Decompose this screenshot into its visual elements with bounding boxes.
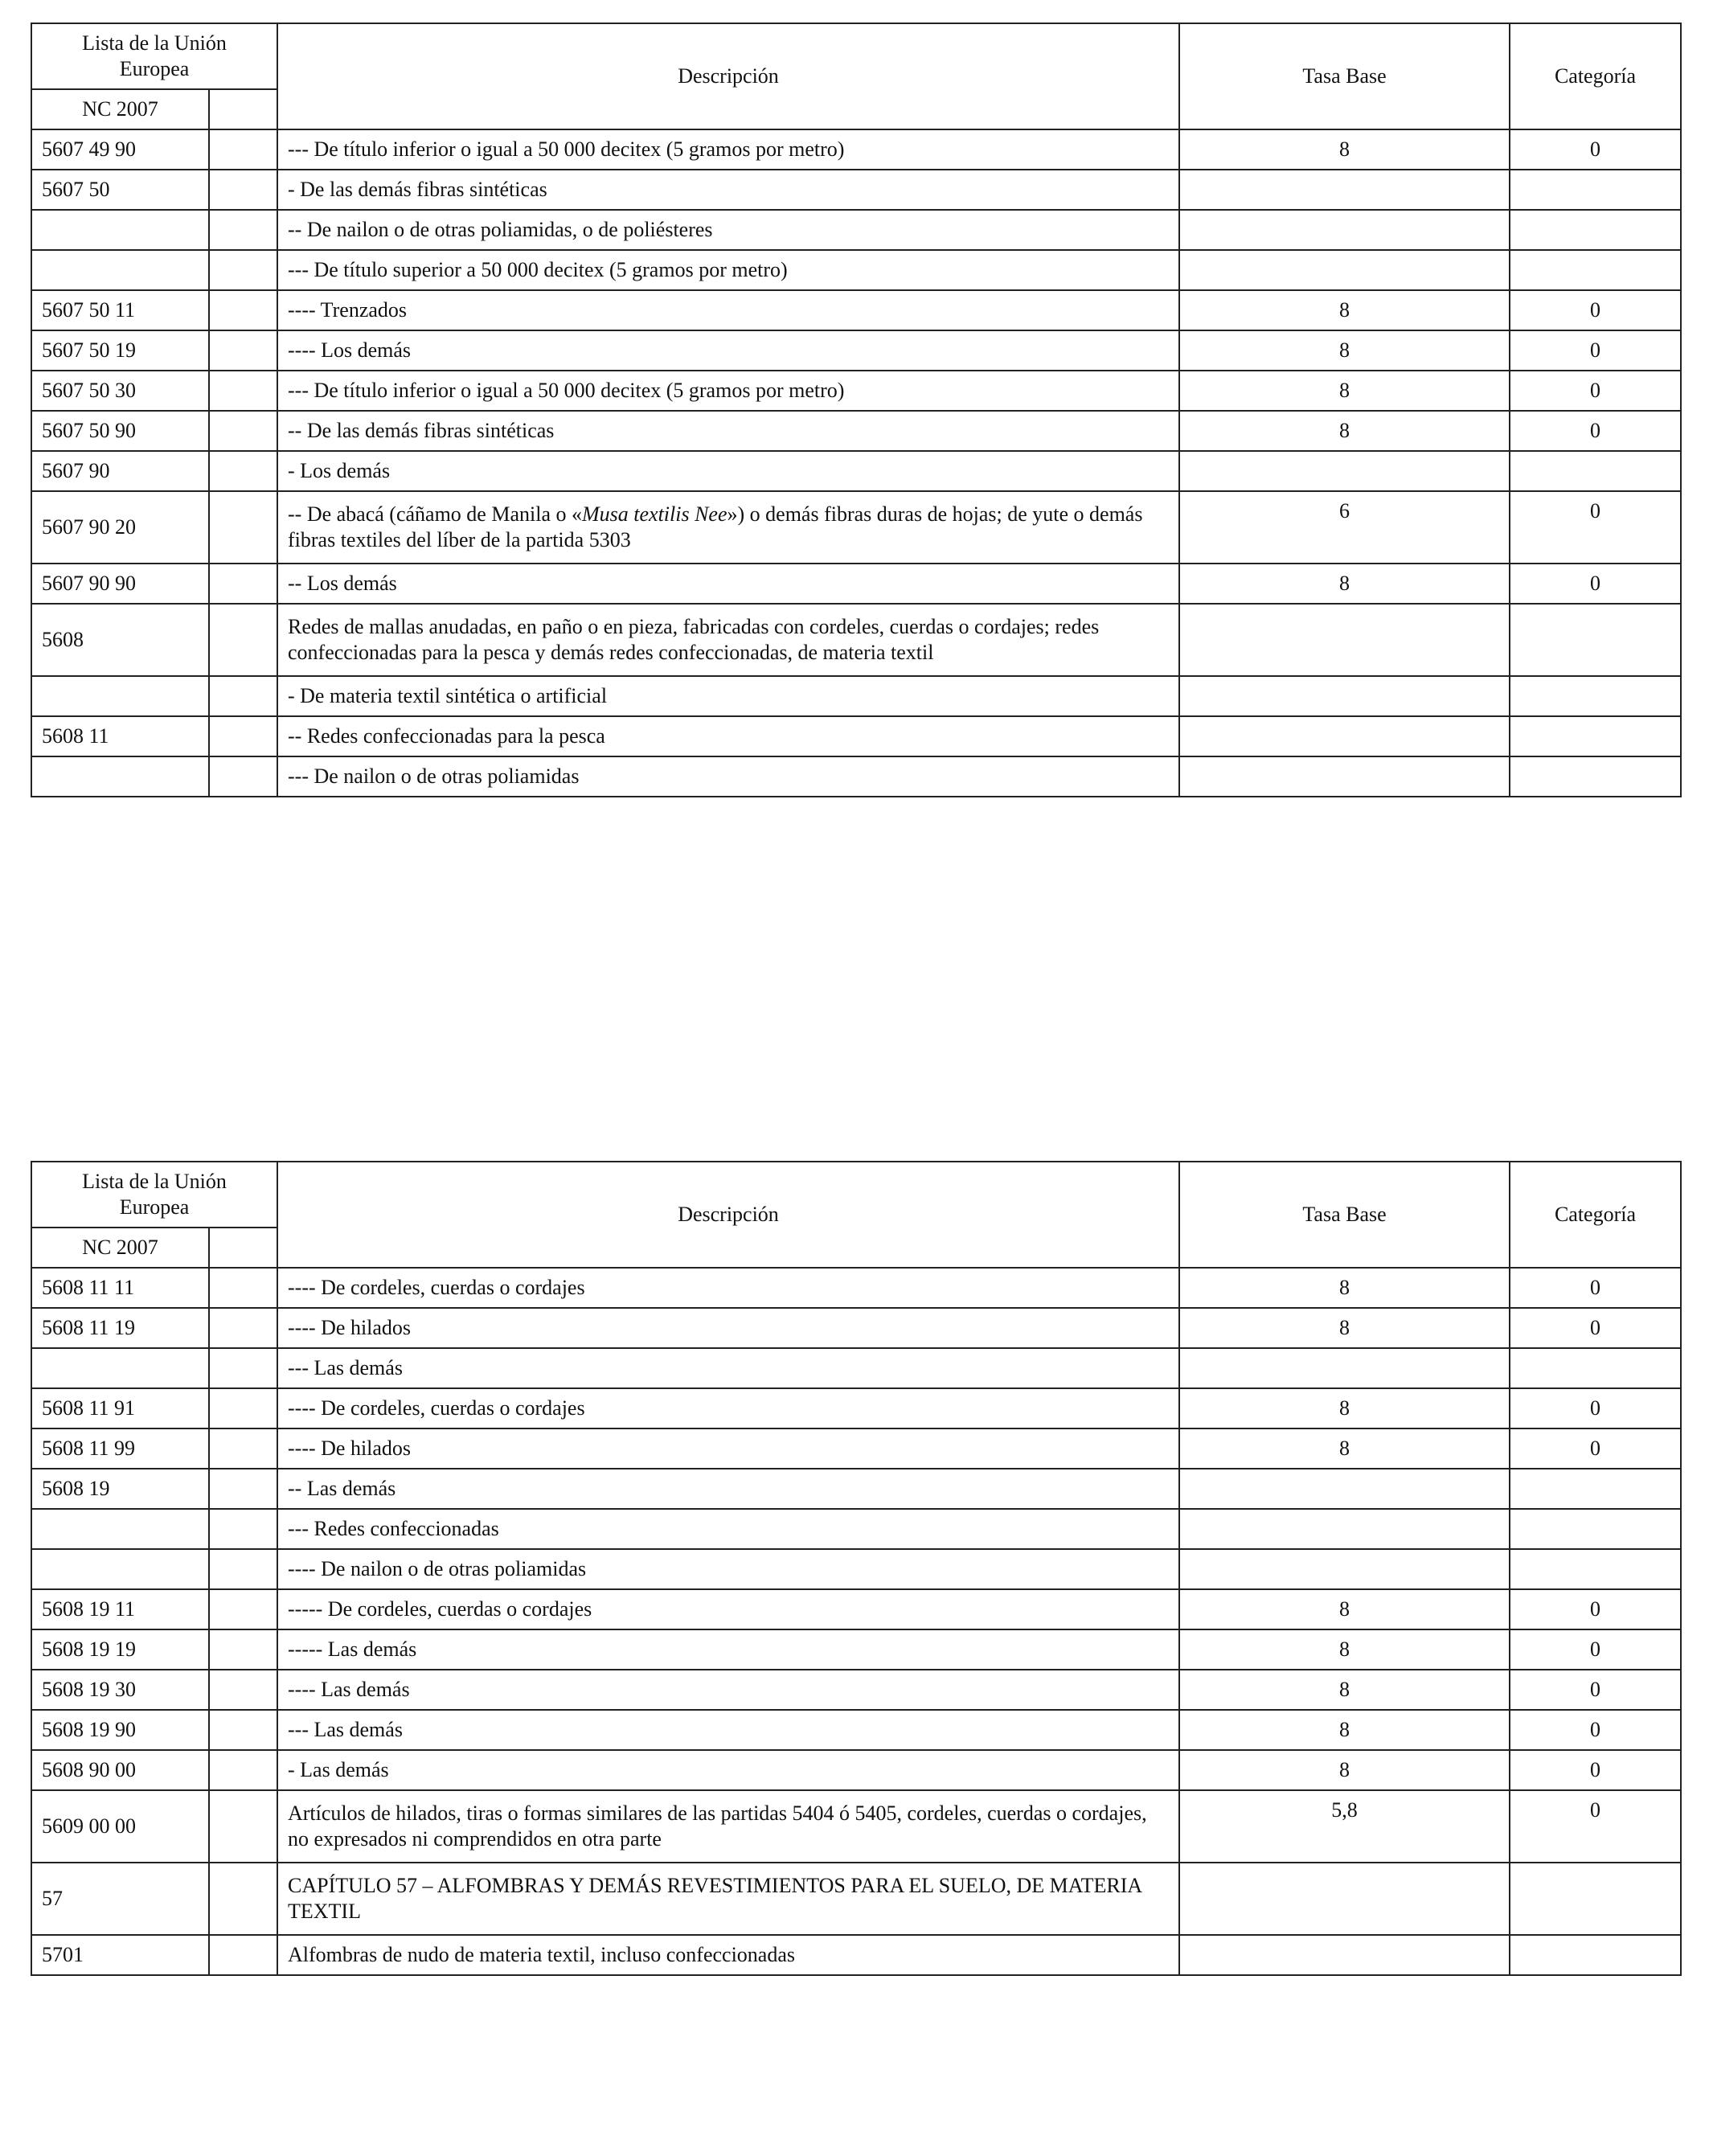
rate-cell: 8	[1179, 1750, 1510, 1790]
category-cell: 0	[1510, 1268, 1681, 1308]
category-cell	[1510, 1348, 1681, 1388]
table-row	[31, 1790, 1681, 1863]
sub-cell	[209, 1388, 277, 1428]
code-cell: 5609 00 00	[31, 1790, 209, 1863]
table-row	[31, 564, 1681, 604]
category-cell	[1510, 604, 1681, 676]
description-cell: - De las demás fibras sintéticas	[277, 170, 1179, 210]
rate-cell: 8	[1179, 1589, 1510, 1629]
table-row	[31, 330, 1681, 371]
sub-cell	[209, 564, 277, 604]
sub-cell	[209, 716, 277, 756]
category-cell	[1510, 210, 1681, 250]
rate-cell: 8	[1179, 290, 1510, 330]
code-cell: 5608 19 19	[31, 1629, 209, 1670]
sub-cell	[209, 1469, 277, 1509]
description-cell: ---- De hilados	[277, 1428, 1179, 1469]
code-cell	[31, 210, 209, 250]
description-cell: ----- De cordeles, cuerdas o cordajes	[277, 1589, 1179, 1629]
description-cell: Artículos de hilados, tiras o formas similares de las partidas 5404 ó 5405, cordeles, cuerdas o cordajes, no expresados ni comprendidos en otra parte	[277, 1790, 1179, 1863]
description-cell: ---- De cordeles, cuerdas o cordajes	[277, 1388, 1179, 1428]
table-row	[31, 1388, 1681, 1428]
code-cell	[31, 676, 209, 716]
category-cell: 0	[1510, 1790, 1681, 1863]
description-cell: CAPÍTULO 57 – ALFOMBRAS Y DEMÁS REVESTIMIENTOS PARA EL SUELO, DE MATERIA TEXTIL	[277, 1863, 1179, 1935]
description-cell: -- De nailon o de otras poliamidas, o de poliésteres	[277, 210, 1179, 250]
rate-cell: 8	[1179, 1388, 1510, 1428]
table-header-row	[31, 1162, 1681, 1228]
header-description: Descripción	[277, 23, 1179, 129]
category-cell: 0	[1510, 1670, 1681, 1710]
table-row	[31, 491, 1681, 564]
table-row	[31, 1469, 1681, 1509]
description-cell: ---- De nailon o de otras poliamidas	[277, 1549, 1179, 1589]
code-cell: 5608 11	[31, 716, 209, 756]
table-row	[31, 1629, 1681, 1670]
header-list-label: Lista de la Unión Europea	[31, 1162, 277, 1228]
rate-cell	[1179, 716, 1510, 756]
table-row	[31, 1549, 1681, 1589]
header-blank-cell	[209, 1228, 277, 1268]
category-cell: 0	[1510, 1428, 1681, 1469]
description-text-end: ») o demás fibras duras de hojas; de yute o demás fibras textiles del líber de la partida 5303	[288, 502, 1143, 551]
table-row	[31, 1509, 1681, 1549]
sub-cell	[209, 129, 277, 170]
category-cell: 0	[1510, 1589, 1681, 1629]
header-rate: Tasa Base	[1179, 23, 1510, 129]
table-row	[31, 1428, 1681, 1469]
code-cell: 5608 11 19	[31, 1308, 209, 1348]
code-cell	[31, 756, 209, 797]
sub-cell	[209, 411, 277, 451]
description-cell: --- Redes confeccionadas	[277, 1509, 1179, 1549]
category-cell: 0	[1510, 411, 1681, 451]
code-cell: 5607 50 30	[31, 371, 209, 411]
table-row	[31, 1268, 1681, 1308]
code-cell: 5608 19	[31, 1469, 209, 1509]
category-cell	[1510, 1509, 1681, 1549]
category-cell: 0	[1510, 564, 1681, 604]
table-row	[31, 290, 1681, 330]
category-cell: 0	[1510, 290, 1681, 330]
rate-cell	[1179, 250, 1510, 290]
category-cell	[1510, 250, 1681, 290]
category-cell	[1510, 1549, 1681, 1589]
category-cell	[1510, 170, 1681, 210]
header-list-label: Lista de la Unión Europea	[31, 23, 277, 89]
table-row	[31, 210, 1681, 250]
sub-cell	[209, 604, 277, 676]
category-cell: 0	[1510, 330, 1681, 371]
code-cell: 5607 50 11	[31, 290, 209, 330]
rate-cell: 8	[1179, 1268, 1510, 1308]
table-row	[31, 1670, 1681, 1710]
description-cell	[277, 491, 1179, 564]
sub-cell	[209, 676, 277, 716]
sub-cell	[209, 210, 277, 250]
sub-cell	[209, 1750, 277, 1790]
description-cell: Alfombras de nudo de materia textil, incluso confeccionadas	[277, 1935, 1179, 1975]
category-cell: 0	[1510, 1629, 1681, 1670]
table-row	[31, 411, 1681, 451]
table-row	[31, 1863, 1681, 1935]
rate-cell	[1179, 170, 1510, 210]
rate-cell	[1179, 1863, 1510, 1935]
sub-cell	[209, 1629, 277, 1670]
description-cell: ---- De cordeles, cuerdas o cordajes	[277, 1268, 1179, 1308]
code-cell: 5607 50	[31, 170, 209, 210]
table-row	[31, 1348, 1681, 1388]
rate-cell: 8	[1179, 330, 1510, 371]
code-cell	[31, 1549, 209, 1589]
tariff-table-1	[31, 23, 1682, 797]
code-cell: 5608 11 99	[31, 1428, 209, 1469]
rate-cell: 8	[1179, 1308, 1510, 1348]
rate-cell	[1179, 1935, 1510, 1975]
sub-cell	[209, 170, 277, 210]
code-cell: 5608 90 00	[31, 1750, 209, 1790]
rate-cell	[1179, 210, 1510, 250]
description-cell: ----- Las demás	[277, 1629, 1179, 1670]
sub-cell	[209, 1710, 277, 1750]
rate-cell	[1179, 1509, 1510, 1549]
description-cell: -- Las demás	[277, 1469, 1179, 1509]
rate-cell: 5,8	[1179, 1790, 1510, 1863]
description-cell: -- Redes confeccionadas para la pesca	[277, 716, 1179, 756]
sub-cell	[209, 1935, 277, 1975]
table-row	[31, 250, 1681, 290]
code-cell: 57	[31, 1863, 209, 1935]
code-cell	[31, 250, 209, 290]
category-cell: 0	[1510, 1388, 1681, 1428]
sub-cell	[209, 250, 277, 290]
description-cell: -- De las demás fibras sintéticas	[277, 411, 1179, 451]
table-row	[31, 716, 1681, 756]
sub-cell	[209, 1428, 277, 1469]
code-cell: 5607 90	[31, 451, 209, 491]
code-cell: 5608 19 11	[31, 1589, 209, 1629]
table-row	[31, 756, 1681, 797]
rate-cell	[1179, 1469, 1510, 1509]
sub-cell	[209, 756, 277, 797]
header-category: Categoría	[1510, 1162, 1681, 1268]
sub-cell	[209, 451, 277, 491]
category-cell: 0	[1510, 1710, 1681, 1750]
sub-cell	[209, 1589, 277, 1629]
table-row	[31, 451, 1681, 491]
description-cell: --- De nailon o de otras poliamidas	[277, 756, 1179, 797]
header-blank-cell	[209, 89, 277, 129]
category-cell	[1510, 1935, 1681, 1975]
header-nc-label: NC 2007	[31, 89, 209, 129]
table-row	[31, 1935, 1681, 1975]
code-cell: 5607 50 90	[31, 411, 209, 451]
tariff-table-2	[31, 1161, 1682, 1976]
description-cell: --- De título superior a 50 000 decitex (5 gramos por metro)	[277, 250, 1179, 290]
category-cell	[1510, 1469, 1681, 1509]
rate-cell	[1179, 756, 1510, 797]
code-cell: 5608 11 11	[31, 1268, 209, 1308]
sub-cell	[209, 290, 277, 330]
category-cell	[1510, 676, 1681, 716]
rate-cell: 8	[1179, 1428, 1510, 1469]
category-cell	[1510, 756, 1681, 797]
rate-cell: 8	[1179, 371, 1510, 411]
table-row	[31, 1308, 1681, 1348]
description-cell: Redes de mallas anudadas, en paño o en pieza, fabricadas con cordeles, cuerdas o cordajes; redes confeccionadas para la pesca y demás redes confeccionadas, de materia textil	[277, 604, 1179, 676]
sub-cell	[209, 1790, 277, 1863]
sub-cell	[209, 1308, 277, 1348]
code-cell: 5608	[31, 604, 209, 676]
header-category: Categoría	[1510, 23, 1681, 129]
table-row	[31, 1750, 1681, 1790]
rate-cell	[1179, 604, 1510, 676]
code-cell	[31, 1509, 209, 1549]
code-cell: 5608 11 91	[31, 1388, 209, 1428]
code-cell: 5608 19 90	[31, 1710, 209, 1750]
category-cell: 0	[1510, 129, 1681, 170]
description-cell: - Las demás	[277, 1750, 1179, 1790]
description-cell: ---- Trenzados	[277, 290, 1179, 330]
header-nc-label: NC 2007	[31, 1228, 209, 1268]
description-cell: --- De título inferior o igual a 50 000 decitex (5 gramos por metro)	[277, 371, 1179, 411]
sub-cell	[209, 330, 277, 371]
category-cell	[1510, 716, 1681, 756]
category-cell: 0	[1510, 1750, 1681, 1790]
description-cell: - Los demás	[277, 451, 1179, 491]
description-cell: --- Las demás	[277, 1348, 1179, 1388]
description-cell: --- De título inferior o igual a 50 000 decitex (5 gramos por metro)	[277, 129, 1179, 170]
sub-cell	[209, 371, 277, 411]
sub-cell	[209, 1670, 277, 1710]
category-cell: 0	[1510, 371, 1681, 411]
table-row	[31, 604, 1681, 676]
code-cell: 5607 50 19	[31, 330, 209, 371]
rate-cell	[1179, 676, 1510, 716]
table-row	[31, 1589, 1681, 1629]
sub-cell	[209, 491, 277, 564]
rate-cell	[1179, 1549, 1510, 1589]
code-cell: 5607 49 90	[31, 129, 209, 170]
description-cell: ---- Las demás	[277, 1670, 1179, 1710]
rate-cell: 8	[1179, 564, 1510, 604]
sub-cell	[209, 1509, 277, 1549]
category-cell	[1510, 1863, 1681, 1935]
rate-cell	[1179, 451, 1510, 491]
table-row	[31, 1710, 1681, 1750]
description-text-start: -- De abacá (cáñamo de Manila o «	[288, 502, 582, 526]
table-row	[31, 129, 1681, 170]
category-cell: 0	[1510, 491, 1681, 564]
description-cell: -- Los demás	[277, 564, 1179, 604]
description-cell: --- Las demás	[277, 1710, 1179, 1750]
sub-cell	[209, 1863, 277, 1935]
rate-cell: 8	[1179, 1629, 1510, 1670]
rate-cell: 8	[1179, 1710, 1510, 1750]
rate-cell: 8	[1179, 1670, 1510, 1710]
sub-cell	[209, 1348, 277, 1388]
code-cell: 5608 19 30	[31, 1670, 209, 1710]
description-cell: ---- De hilados	[277, 1308, 1179, 1348]
category-cell	[1510, 451, 1681, 491]
code-cell: 5701	[31, 1935, 209, 1975]
category-cell: 0	[1510, 1308, 1681, 1348]
table-row	[31, 371, 1681, 411]
code-cell: 5607 90 90	[31, 564, 209, 604]
table-header-row	[31, 23, 1681, 89]
table-row	[31, 170, 1681, 210]
description-cell: - De materia textil sintética o artificial	[277, 676, 1179, 716]
code-cell	[31, 1348, 209, 1388]
scientific-name: Musa textilis Nee	[581, 502, 727, 526]
description-cell: ---- Los demás	[277, 330, 1179, 371]
header-description: Descripción	[277, 1162, 1179, 1268]
rate-cell: 8	[1179, 129, 1510, 170]
table-row	[31, 676, 1681, 716]
code-cell: 5607 90 20	[31, 491, 209, 564]
header-rate: Tasa Base	[1179, 1162, 1510, 1268]
rate-cell: 6	[1179, 491, 1510, 564]
sub-cell	[209, 1549, 277, 1589]
rate-cell: 8	[1179, 411, 1510, 451]
rate-cell	[1179, 1348, 1510, 1388]
sub-cell	[209, 1268, 277, 1308]
